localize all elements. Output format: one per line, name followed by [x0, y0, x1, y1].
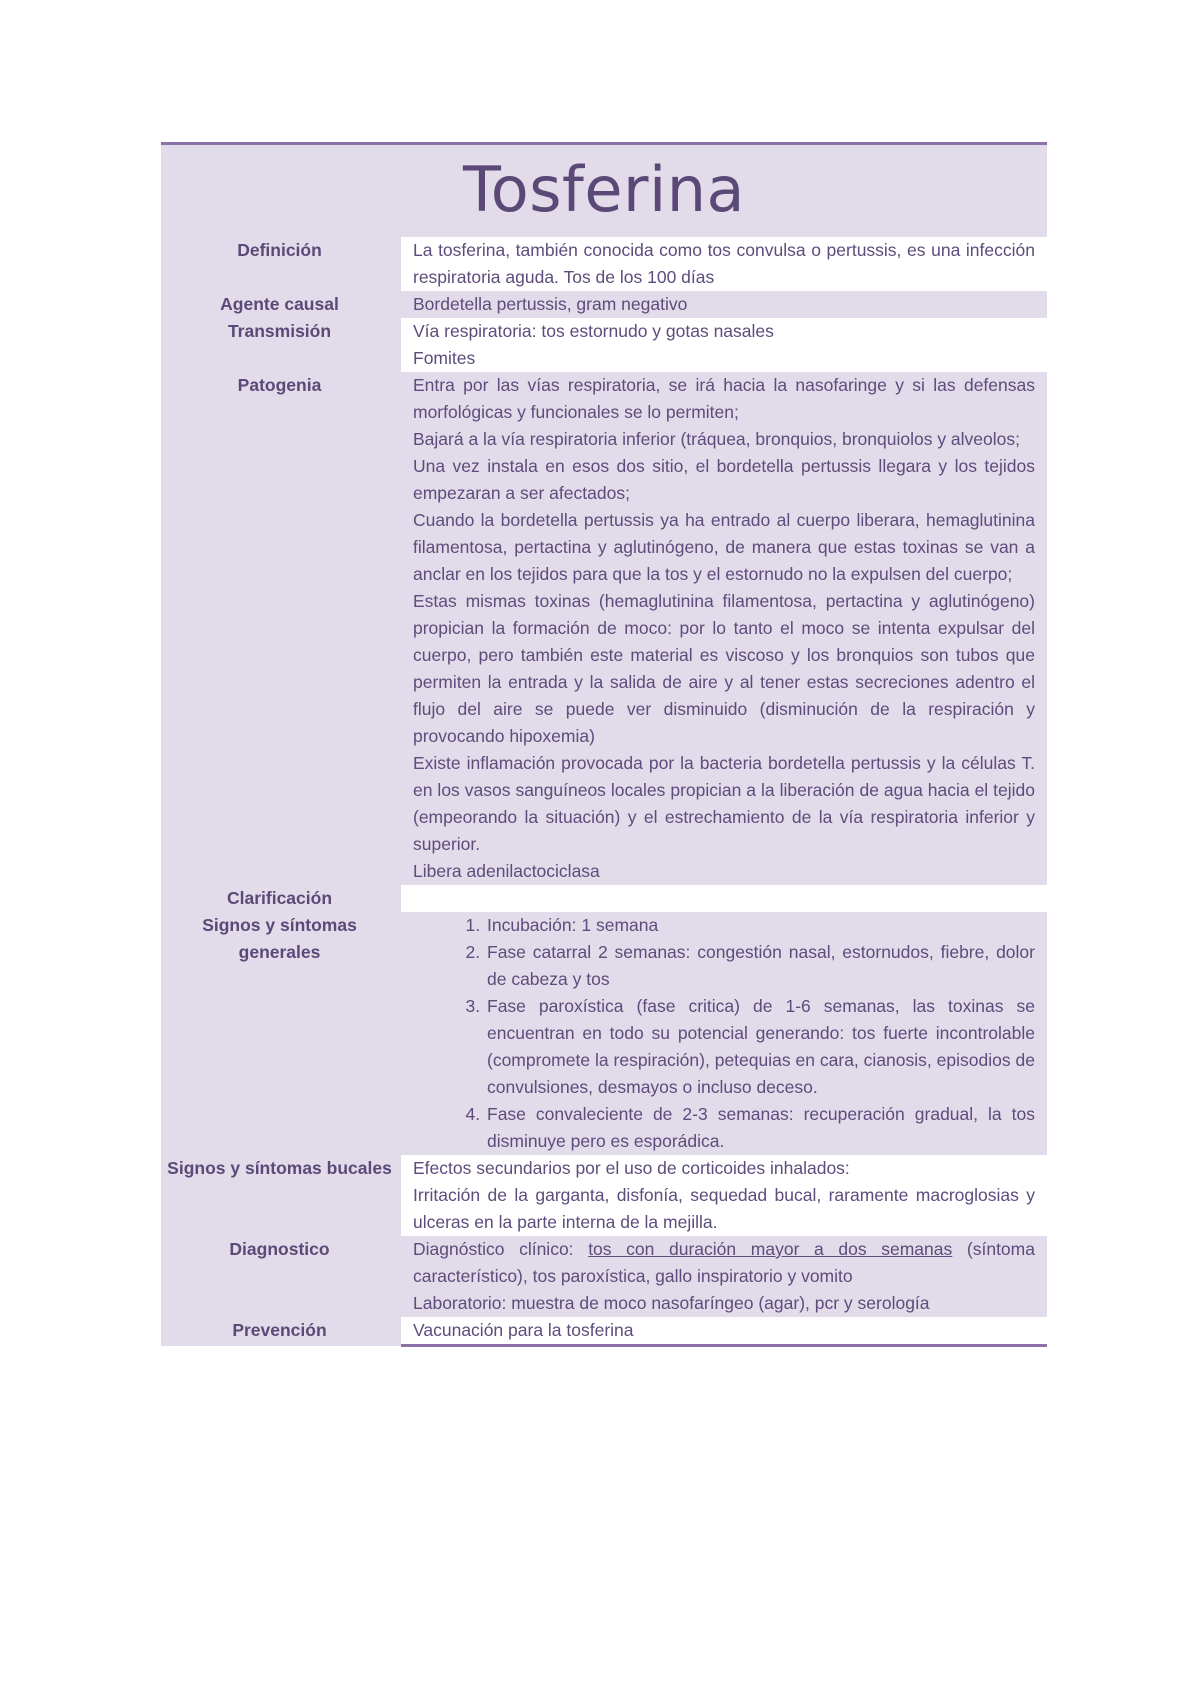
value-prevencion: Vacunación para la tosferina: [401, 1317, 1047, 1346]
row-signos-bucales: [161, 1155, 1047, 1236]
list-item: 4. Fase convaleciente de 2-3 semanas: recuperación gradual, la tos disminuye pero es esporádica.: [485, 1101, 1035, 1155]
transmision-line: Fomites: [413, 348, 476, 368]
label-clarificacion: Clarificación: [161, 885, 401, 912]
diagnostico-rest: (síntoma característico), tos paroxística, gallo inspiratorio y vomito: [413, 1239, 1035, 1286]
row-definicion: [161, 237, 1047, 291]
content-table: [161, 237, 1047, 1347]
list-item: 1. Incubación: 1 semana: [485, 912, 1035, 939]
value-signos-generales: [401, 912, 1047, 1155]
list-item: 3. Fase paroxística (fase critica) de 1-6 semanas, las toxinas se encuentran en todo su potencial generando: tos fuerte incontrolable (compromete la respiración), petequias en cara, cianosis, episodios de convulsiones, desmayos o incluso deceso.: [485, 993, 1035, 1101]
diagnostico-underlined: tos con duración mayor a dos semanas: [588, 1239, 953, 1259]
patogenia-paragraph: Libera adenilactociclasa: [413, 861, 600, 881]
value-diagnostico: [401, 1236, 1047, 1317]
value-agente-causal: Bordetella pertussis, gram negativo: [401, 291, 1047, 318]
value-transmision: [401, 318, 1047, 372]
value-clarificacion: [401, 885, 1047, 912]
row-prevencion: [161, 1317, 1047, 1346]
label-agente-causal: Agente causal: [161, 291, 401, 318]
value-signos-bucales: [401, 1155, 1047, 1236]
row-transmision: [161, 318, 1047, 372]
label-signos-generales: Signos y síntomas generales: [161, 912, 401, 1155]
row-patogenia: [161, 372, 1047, 885]
row-diagnostico: [161, 1236, 1047, 1317]
list-item: 2. Fase catarral 2 semanas: congestión nasal, estornudos, fiebre, dolor de cabeza y tos: [485, 939, 1035, 993]
label-patogenia: Patogenia: [161, 372, 401, 885]
transmision-line: Vía respiratoria: tos estornudo y gotas nasales: [413, 321, 774, 341]
label-transmision: Transmisión: [161, 318, 401, 372]
diagnostico-laboratorio: Laboratorio: muestra de moco nasofaríngeo (agar), pcr y serología: [413, 1293, 930, 1313]
value-definicion: La tosferina, también conocida como tos convulsa o pertussis, es una infección respiratoria aguda. Tos de los 100 días: [401, 237, 1047, 291]
label-definicion: Definición: [161, 237, 401, 291]
title-row: [161, 145, 1047, 237]
label-signos-bucales: Signos y síntomas bucales: [161, 1155, 401, 1236]
bucales-line: Efectos secundarios por el uso de corticoides inhalados:: [413, 1158, 850, 1178]
patogenia-paragraph: Entra por las vías respiratoria, se irá hacia la nasofaringe y si las defensas morfológicas y funcionales se lo permiten;: [413, 375, 1035, 422]
phases-list: [413, 912, 1035, 1155]
value-patogenia: [401, 372, 1047, 885]
patogenia-paragraph: Una vez instala en esos dos sitio, el bordetella pertussis llegara y los tejidos empezaran a ser afectados;: [413, 456, 1035, 503]
diagnostico-clinico: [413, 1236, 1035, 1290]
page-title: Tosferina: [462, 153, 746, 226]
row-agente-causal: [161, 291, 1047, 318]
diagnostico-prefix: Diagnóstico clínico:: [413, 1239, 574, 1259]
patogenia-paragraph: Existe inflamación provocada por la bacteria bordetella pertussis y la células T. en los vasos sanguíneos locales propician a la liberación de agua hacia el tejido (empeorando la situación) y el estrechamiento de la vía respiratoria inferior y superior.: [413, 753, 1035, 854]
patogenia-paragraph: Estas mismas toxinas (hemaglutinina filamentosa, pertactina y aglutinógeno) propician la formación de moco: por lo tanto el moco se intenta expulsar del cuerpo, pero también este material es viscoso y los bronquios son tubos que permiten la entrada y la salida de aire y al tener estas secreciones adentro el flujo del aire se puede ver disminuido (disminución de la respiración y provocando hipoxemia): [413, 591, 1035, 746]
row-clarificacion: [161, 885, 1047, 912]
bucales-line: Irritación de la garganta, disfonía, sequedad bucal, raramente macroglosias y ulceras en la parte interna de la mejilla.: [413, 1185, 1035, 1232]
patogenia-paragraph: Bajará a la vía respiratoria inferior (tráquea, bronquios, bronquiolos y alveolos;: [413, 429, 1020, 449]
row-signos-generales: [161, 912, 1047, 1155]
document-table: [161, 142, 1047, 1347]
patogenia-paragraph: Cuando la bordetella pertussis ya ha entrado al cuerpo liberara, hemaglutinina filamentosa, pertactina y aglutinógeno, de manera que estas toxinas se van a anclar en los tejidos para que la tos y el estornudo no la expulsen del cuerpo;: [413, 510, 1035, 584]
label-diagnostico: Diagnostico: [161, 1236, 401, 1317]
label-prevencion: Prevención: [161, 1317, 401, 1346]
